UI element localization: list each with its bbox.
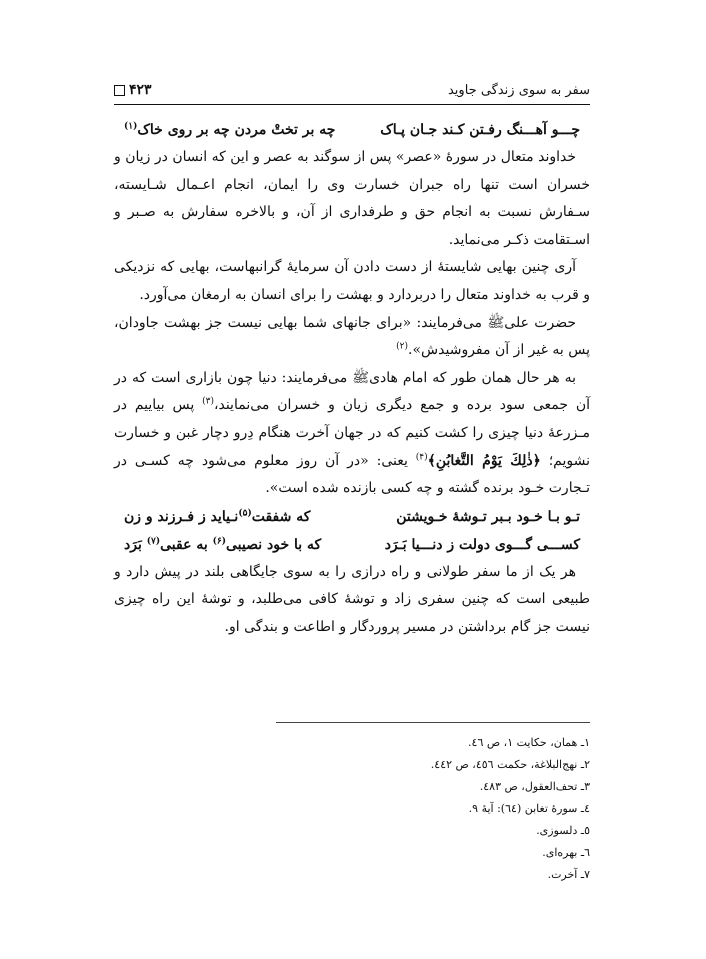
verse-couplet-2 bbox=[114, 503, 590, 531]
paragraph-1: خداوند متعال در سورهٔ «عصر» پس از سوگند به عصر و این که انسان در زیان و خسران است تنها راه جبران خسارت وی را ایمان، انجام اعـمال شـایسته، سـفارش نسبت به انجام حق و طرفداری از آن، و بالاخره سفارش به صـبر و اسـتقامت ذکـر می‌نماید. bbox=[114, 149, 590, 248]
footnote-mark: (۳) bbox=[202, 396, 214, 407]
footnote-6: ٦ـ بهره‌ای. bbox=[542, 846, 590, 859]
verse-couplet-1 bbox=[114, 116, 590, 144]
footnote-mark: (۶) bbox=[212, 536, 226, 547]
paragraph-4-text-b: پس بیاییم در مـزرعهٔ دنیا چیزی را کشت کنیم که در جهان آخرت هنگام دِرو دچار غبن و خسارت نشویم؛ bbox=[114, 397, 590, 469]
verse-text: که شفقت bbox=[251, 508, 311, 525]
paragraph-5: هر یک از ما سفر طولانی و راه درازی را به سوی جایگاهی بلند در پیش دارد و طبیعی است که چنین سفری زاد و توشهٔ کافی می‌طلبد، و توشهٔ این راه چیزی نیست جز گام برداشتن در مسیر پروردگار و اطاعت و بندگی او. bbox=[114, 563, 590, 635]
main-text bbox=[114, 116, 590, 642]
verse-text: چه بر تختْ مردن چه بر روی خاک bbox=[137, 122, 336, 138]
square-icon bbox=[114, 85, 125, 96]
footnote-mark: (۵) bbox=[238, 508, 252, 519]
verse-hemistich-left bbox=[124, 503, 310, 531]
verse-hemistich-right: کســـی گـــوی دولت ز دنـــیا بَـرَد bbox=[384, 536, 580, 553]
footnote-mark: (۲) bbox=[396, 341, 409, 352]
page-number-text: ۴۲۳ bbox=[129, 82, 152, 98]
verse-hemistich-left bbox=[124, 116, 335, 144]
header-rule bbox=[114, 104, 590, 105]
paragraph-4 bbox=[114, 365, 590, 503]
footnote-5: ٥ـ دلسوزی. bbox=[536, 824, 590, 837]
paragraph-3 bbox=[114, 310, 590, 365]
verse-text: بَرَد bbox=[124, 536, 147, 553]
verse-text: که با خود نصیبی bbox=[225, 536, 322, 553]
footnotes bbox=[276, 732, 590, 886]
footnote-mark: (۱) bbox=[124, 121, 138, 132]
footnote-2: ۲ـ نهج‌البلاغة، حکمت ٤٥٦، ص ٤٤٢. bbox=[430, 758, 590, 771]
verse-text: به عقبی bbox=[160, 536, 213, 553]
footnote-7: ۷ـ آخرت. bbox=[547, 868, 590, 881]
paragraph-2: آری چنین بهایی شایستهٔ از دست دادن آن سرمایهٔ گرانبهاست، بهایی که نزدیکی و قرب به خداوند متعال را دربردارد و بهشت را برای انسان به ارمغان می‌آورد. bbox=[114, 259, 590, 303]
book-title: سفر به سوی زندگی جاوید bbox=[447, 82, 590, 98]
footnote-3: ۳ـ تحف‌العقول، ص ٤٨٣. bbox=[479, 780, 590, 793]
footnote-rule bbox=[276, 722, 590, 723]
verse-text: نـیاید ز فـرزند و زن bbox=[124, 508, 239, 525]
footnote-1: ۱ـ همان، حکایت ۱، ص ٤٦. bbox=[468, 736, 590, 749]
footnote-mark: (۴) bbox=[415, 451, 428, 462]
running-header bbox=[114, 78, 590, 102]
footnote-mark: (۷) bbox=[146, 536, 161, 547]
verse-hemistich-right: تـو بـا خـود بـبر تـوشهٔ خـویشتن bbox=[396, 508, 580, 525]
paragraph-4-text-c: یعنی: «در آن روز معلوم می‌شود چه کسـی در تـجارت خـود برنده گشته و چه کسی بازنده شده است». bbox=[114, 452, 590, 497]
paragraph-3-text: حضرت علی‌ﷺ می‌فرمایند: «برای جانهای شما بهایی نیست جز بهشت جاودان، پس به غیر از آن مفروشیدش». bbox=[114, 314, 590, 359]
verse-couplet-3 bbox=[114, 531, 590, 559]
page-number bbox=[114, 82, 152, 98]
quran-quote: ﴿ذٰلِكَ يَوْمُ التَّغابُنِ﴾ bbox=[427, 452, 541, 469]
paragraph-4-text-a: به هر حال همان طور که امام هادی‌ﷺ می‌فرمایند: دنیا چون بازاری است که در آن جمعی سود برده و جمع دیگری زیان و خسران می‌نمایند، bbox=[114, 369, 591, 414]
verse-hemistich-left bbox=[124, 531, 321, 559]
footnote-4: ٤ـ سورهٔ تغابن (٦٤): آیهٔ ۹. bbox=[468, 802, 590, 815]
verse-hemistich-right: چـــو آهـــنگ رفـتن کـند جـان پـاک bbox=[380, 122, 580, 138]
